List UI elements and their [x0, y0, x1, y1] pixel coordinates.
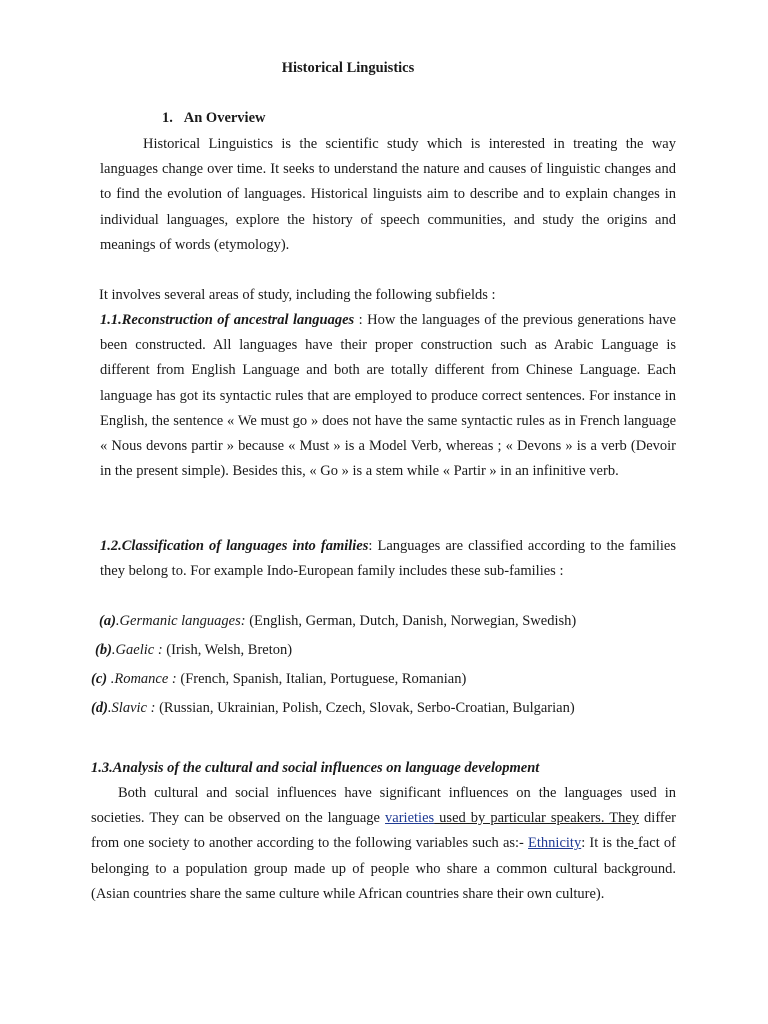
family-item-germanic [99, 611, 576, 631]
paragraph-text: : It is the [581, 835, 634, 852]
subfield-heading: 1.1.Reconstruction of ancestral languages [100, 312, 355, 328]
subfield-text: : How the languages of the previous generations have been constructed. All languages have their proper construction such as Arabic Language is different from English Language and both are totally different from Chinese Language. Each language has got its syntactic rules that are employed to produce correct sentences. For instance in English, the sentence « We must go » does not have the same syntactic rules as in French language « Nous devons partir » because « Must » is a Model Verb, whereas ; « Devons » is a verb (Devoir in the present simple). Besides this, « Go » is a stem while « Partir » in an infinitive verb. [100, 312, 676, 480]
subfields-intro: It involves several areas of study, including the following subfields : [99, 287, 496, 303]
subfield-heading-cultural: 1.3.Analysis of the cultural and social influences on language development [91, 760, 540, 776]
subfield-classification [100, 534, 676, 584]
family-name: .Germanic languages: [115, 613, 246, 629]
family-name: .Romance : [107, 671, 177, 687]
family-marker: (c) [91, 671, 108, 687]
section-number: 1. [162, 110, 173, 126]
subfield-heading: 1.2.Classification of languages into families [100, 538, 369, 554]
link-ethnicity[interactable]: Ethnicity [528, 835, 582, 852]
family-languages: (Russian, Ukrainian, Polish, Czech, Slovak, Serbo-Croatian, Bulgarian) [155, 700, 575, 716]
family-languages: (Irish, Welsh, Breton) [162, 642, 293, 658]
link-varieties[interactable]: varieties [385, 810, 435, 827]
family-item-gaelic [95, 640, 292, 660]
family-marker: (d) [91, 700, 108, 716]
family-languages: (French, Spanish, Italian, Portuguese, Romanian) [176, 671, 467, 687]
family-name: .Gaelic : [111, 642, 163, 658]
paragraph-underlined-text: used by particular speakers. They [434, 810, 640, 827]
family-name: .Slavic : [107, 700, 156, 716]
family-item-slavic [91, 698, 575, 718]
section-title: An Overview [183, 110, 266, 126]
paragraph-text: Both cultural and social influences have significant influences on the languages used in societies. They can be observed on the language [91, 785, 676, 827]
family-languages: (English, German, Dutch, Danish, Norwegian, Swedish) [245, 613, 577, 629]
paragraph-text: differ from one society to another according to the following variables such as:- [91, 810, 676, 852]
family-marker: (b) [95, 642, 112, 658]
family-item-romance [91, 669, 466, 689]
family-marker: (a) [99, 613, 116, 629]
subfield-text: : Languages are classified according to the families they belong to. For example Indo-European family includes these sub-families : [100, 538, 676, 580]
cultural-paragraph [91, 781, 676, 907]
paragraph-text: fact of belonging to a population group made up of people who share a common cultural background. (Asian countries share the same culture while African countries share their own culture). [91, 835, 676, 902]
page-title: Historical Linguistics [281, 60, 415, 76]
overview-paragraph: Historical Linguistics is the scientific study which is interested in treating the way languages change over time. It seeks to understand the nature and causes of linguistic changes and to find the evolution of languages. Historical linguists aim to describe and to explain changes in individual languages, explore the history of speech communities, and study the origins and meanings of words (etymology). [100, 136, 676, 253]
subfield-reconstruction [100, 308, 676, 484]
section-heading-overview [162, 110, 266, 127]
